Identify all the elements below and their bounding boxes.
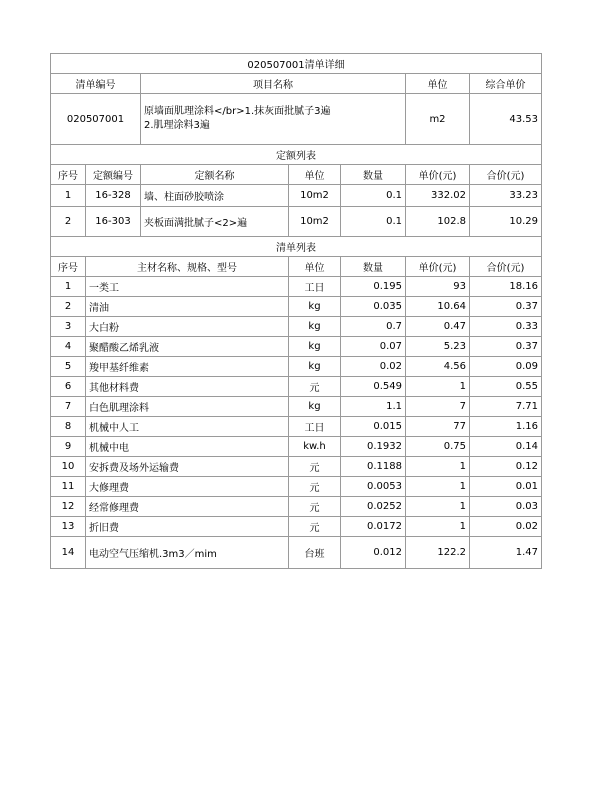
header-name: 项目名称 — [141, 74, 406, 94]
materials-price: 1 — [406, 477, 470, 497]
materials-no: 8 — [51, 417, 86, 437]
materials-name: 大修理费 — [86, 477, 289, 497]
materials-total: 0.01 — [470, 477, 542, 497]
materials-unit: 元 — [289, 477, 341, 497]
materials-no: 6 — [51, 377, 86, 397]
materials-no: 7 — [51, 397, 86, 417]
quota-price: 102.8 — [406, 207, 470, 237]
materials-name: 一类工 — [86, 277, 289, 297]
materials-total: 0.37 — [470, 297, 542, 317]
header-code: 清单编号 — [51, 74, 141, 94]
materials-name: 安拆费及场外运输费 — [86, 457, 289, 477]
materials-header-price: 单价(元) — [406, 257, 470, 277]
quota-code: 16-328 — [86, 185, 141, 207]
header-unit: 单位 — [406, 74, 470, 94]
materials-row — [51, 297, 542, 317]
quota-header-total: 合价(元) — [470, 165, 542, 185]
item-code: 020507001 — [51, 94, 141, 145]
table-title: 020507001清单详细 — [51, 54, 542, 74]
quota-no: 2 — [51, 207, 86, 237]
materials-section-title: 清单列表 — [51, 237, 542, 257]
materials-qty: 0.0053 — [341, 477, 406, 497]
materials-name: 机械中电 — [86, 437, 289, 457]
materials-qty: 0.549 — [341, 377, 406, 397]
quota-total: 10.29 — [470, 207, 542, 237]
bill-detail-table — [50, 53, 542, 569]
quota-header-price: 单价(元) — [406, 165, 470, 185]
materials-no: 5 — [51, 357, 86, 377]
quota-header-no: 序号 — [51, 165, 86, 185]
materials-header-row — [51, 257, 542, 277]
materials-total: 0.55 — [470, 377, 542, 397]
materials-row — [51, 437, 542, 457]
materials-row — [51, 417, 542, 437]
item-name-line2: 2.肌理涂料3遍 — [144, 120, 210, 131]
materials-header-name: 主材名称、规格、型号 — [86, 257, 289, 277]
materials-qty: 0.0172 — [341, 517, 406, 537]
quota-header-unit: 单位 — [289, 165, 341, 185]
quota-header-name: 定额名称 — [141, 165, 289, 185]
materials-row — [51, 497, 542, 517]
materials-no: 14 — [51, 537, 86, 569]
materials-no: 3 — [51, 317, 86, 337]
materials-total: 18.16 — [470, 277, 542, 297]
materials-price: 77 — [406, 417, 470, 437]
materials-unit: kg — [289, 337, 341, 357]
materials-row — [51, 337, 542, 357]
materials-price: 7 — [406, 397, 470, 417]
materials-unit: 元 — [289, 377, 341, 397]
quota-name: 夹板面满批腻子<2>遍 — [141, 207, 289, 237]
materials-qty: 0.012 — [341, 537, 406, 569]
materials-price: 4.56 — [406, 357, 470, 377]
materials-row — [51, 357, 542, 377]
quota-code: 16-303 — [86, 207, 141, 237]
item-price: 43.53 — [470, 94, 542, 145]
materials-header-qty: 数量 — [341, 257, 406, 277]
materials-name: 折旧费 — [86, 517, 289, 537]
materials-no: 1 — [51, 277, 86, 297]
materials-total: 0.02 — [470, 517, 542, 537]
materials-name: 聚醋酸乙烯乳液 — [86, 337, 289, 357]
materials-unit: kg — [289, 317, 341, 337]
quota-unit: 10m2 — [289, 207, 341, 237]
item-name — [141, 94, 406, 145]
materials-row — [51, 397, 542, 417]
materials-name: 电动空气压缩机.3m3／mim — [86, 537, 289, 569]
materials-unit: 工日 — [289, 277, 341, 297]
materials-header-no: 序号 — [51, 257, 86, 277]
materials-total: 0.09 — [470, 357, 542, 377]
materials-unit: 工日 — [289, 417, 341, 437]
quota-unit: 10m2 — [289, 185, 341, 207]
quota-name: 墙、柱面砂胶喷涂 — [141, 185, 289, 207]
quota-total: 33.23 — [470, 185, 542, 207]
materials-unit: kw.h — [289, 437, 341, 457]
materials-row — [51, 317, 542, 337]
materials-name: 清油 — [86, 297, 289, 317]
materials-name: 羧甲基纤维素 — [86, 357, 289, 377]
materials-price: 122.2 — [406, 537, 470, 569]
quota-header-code: 定额编号 — [86, 165, 141, 185]
quota-row — [51, 185, 542, 207]
materials-unit: kg — [289, 297, 341, 317]
quota-header-qty: 数量 — [341, 165, 406, 185]
materials-name: 其他材料费 — [86, 377, 289, 397]
materials-total: 7.71 — [470, 397, 542, 417]
quota-qty: 0.1 — [341, 185, 406, 207]
materials-qty: 0.035 — [341, 297, 406, 317]
materials-header-total: 合价(元) — [470, 257, 542, 277]
materials-row — [51, 537, 542, 569]
materials-qty: 0.7 — [341, 317, 406, 337]
materials-row — [51, 277, 542, 297]
materials-price: 10.64 — [406, 297, 470, 317]
materials-no: 4 — [51, 337, 86, 357]
materials-row — [51, 377, 542, 397]
materials-no: 11 — [51, 477, 86, 497]
materials-total: 1.16 — [470, 417, 542, 437]
materials-qty: 0.195 — [341, 277, 406, 297]
materials-total: 1.47 — [470, 537, 542, 569]
materials-total: 0.33 — [470, 317, 542, 337]
materials-no: 12 — [51, 497, 86, 517]
quota-no: 1 — [51, 185, 86, 207]
materials-price: 0.47 — [406, 317, 470, 337]
materials-qty: 0.1188 — [341, 457, 406, 477]
materials-unit: 元 — [289, 497, 341, 517]
materials-qty: 0.07 — [341, 337, 406, 357]
materials-header-unit: 单位 — [289, 257, 341, 277]
materials-unit: 台班 — [289, 537, 341, 569]
materials-price: 1 — [406, 377, 470, 397]
materials-qty: 0.1932 — [341, 437, 406, 457]
materials-row — [51, 517, 542, 537]
materials-price: 0.75 — [406, 437, 470, 457]
materials-qty: 0.015 — [341, 417, 406, 437]
materials-no: 13 — [51, 517, 86, 537]
materials-price: 93 — [406, 277, 470, 297]
quota-section-title: 定额列表 — [51, 145, 542, 165]
materials-no: 9 — [51, 437, 86, 457]
materials-name: 经常修理费 — [86, 497, 289, 517]
quota-qty: 0.1 — [341, 207, 406, 237]
materials-price: 1 — [406, 517, 470, 537]
materials-unit: kg — [289, 397, 341, 417]
materials-name: 机械中人工 — [86, 417, 289, 437]
materials-total: 0.03 — [470, 497, 542, 517]
materials-no: 2 — [51, 297, 86, 317]
materials-price: 5.23 — [406, 337, 470, 357]
materials-no: 10 — [51, 457, 86, 477]
materials-qty: 1.1 — [341, 397, 406, 417]
materials-name: 白色肌理涂料 — [86, 397, 289, 417]
materials-price: 1 — [406, 457, 470, 477]
materials-qty: 0.02 — [341, 357, 406, 377]
header-price: 综合单价 — [470, 74, 542, 94]
quota-row — [51, 207, 542, 237]
materials-total: 0.37 — [470, 337, 542, 357]
materials-unit: kg — [289, 357, 341, 377]
materials-total: 0.14 — [470, 437, 542, 457]
materials-total: 0.12 — [470, 457, 542, 477]
materials-qty: 0.0252 — [341, 497, 406, 517]
item-unit: m2 — [406, 94, 470, 145]
materials-price: 1 — [406, 497, 470, 517]
materials-name: 大白粉 — [86, 317, 289, 337]
materials-row — [51, 477, 542, 497]
materials-unit: 元 — [289, 517, 341, 537]
quota-header-row — [51, 165, 542, 185]
quota-price: 332.02 — [406, 185, 470, 207]
materials-unit: 元 — [289, 457, 341, 477]
materials-row — [51, 457, 542, 477]
item-name-line1: 原墙面肌理涂料</br>1.抹灰面批腻子3遍 — [144, 106, 331, 117]
